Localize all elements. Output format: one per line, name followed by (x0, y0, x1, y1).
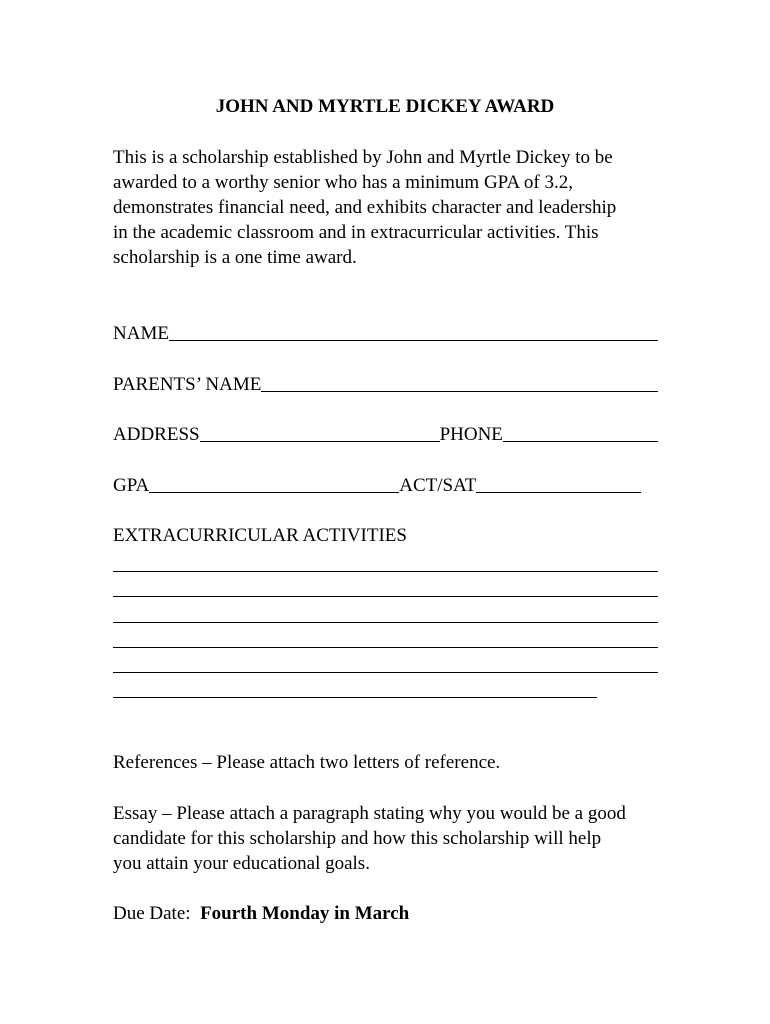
due-date-label: Due Date: (113, 903, 191, 924)
references-note (113, 750, 673, 775)
intro-paragraph (113, 145, 673, 270)
gpa-actsat-field-row (113, 473, 641, 498)
intro-line: scholarship is a one time award. (113, 247, 357, 268)
address-label: ADDRESS (113, 424, 200, 445)
essay-line: you attain your educational goals. (113, 853, 370, 874)
address-blank[interactable] (200, 422, 440, 442)
extracurricular-answer-line[interactable] (113, 647, 658, 648)
extracurricular-answer-line[interactable] (113, 571, 658, 572)
intro-line: This is a scholarship established by John and Myrtle Dickey to be (113, 147, 613, 168)
gpa-blank[interactable] (149, 473, 399, 493)
address-phone-field-row (113, 422, 658, 447)
due-date-value: Fourth Monday in March (200, 903, 410, 924)
due-date (113, 901, 673, 926)
extracurricular-label-row (113, 523, 658, 548)
due-date-line (113, 901, 673, 926)
intro-line: demonstrates financial need, and exhibits character and leadership (113, 197, 617, 218)
form-title: JOHN AND MYRTLE DICKEY AWARD (215, 96, 555, 117)
gpa-label: GPA (113, 475, 150, 496)
extracurricular-answer-line[interactable] (113, 622, 658, 623)
extracurricular-answer-line[interactable] (113, 697, 597, 698)
name-field-row (113, 321, 658, 346)
essay-line: Essay – Please attach a paragraph stating why you would be a good (113, 803, 626, 824)
name-blank[interactable] (169, 321, 658, 341)
name-label: NAME (113, 323, 169, 344)
references-text: References – Please attach two letters of reference. (113, 752, 501, 773)
extracurricular-label: EXTRACURRICULAR ACTIVITIES (113, 525, 407, 546)
parents-name-blank[interactable] (261, 372, 658, 392)
essay-line: candidate for this scholarship and how this scholarship will help (113, 828, 602, 849)
parents-name-field-row (113, 372, 658, 397)
essay-note (113, 801, 673, 876)
act-sat-label: ACT/SAT (399, 475, 477, 496)
intro-line: in the academic classroom and in extracurricular activities. This (113, 222, 599, 243)
phone-label: PHONE (439, 424, 503, 445)
extracurricular-answer-line[interactable] (113, 672, 658, 673)
act-sat-blank[interactable] (476, 473, 641, 493)
intro-line: awarded to a worthy senior who has a minimum GPA of 3.2, (113, 172, 573, 193)
phone-blank[interactable] (503, 422, 658, 442)
parents-name-label: PARENTS’ NAME (113, 374, 262, 395)
extracurricular-answer-line[interactable] (113, 596, 658, 597)
